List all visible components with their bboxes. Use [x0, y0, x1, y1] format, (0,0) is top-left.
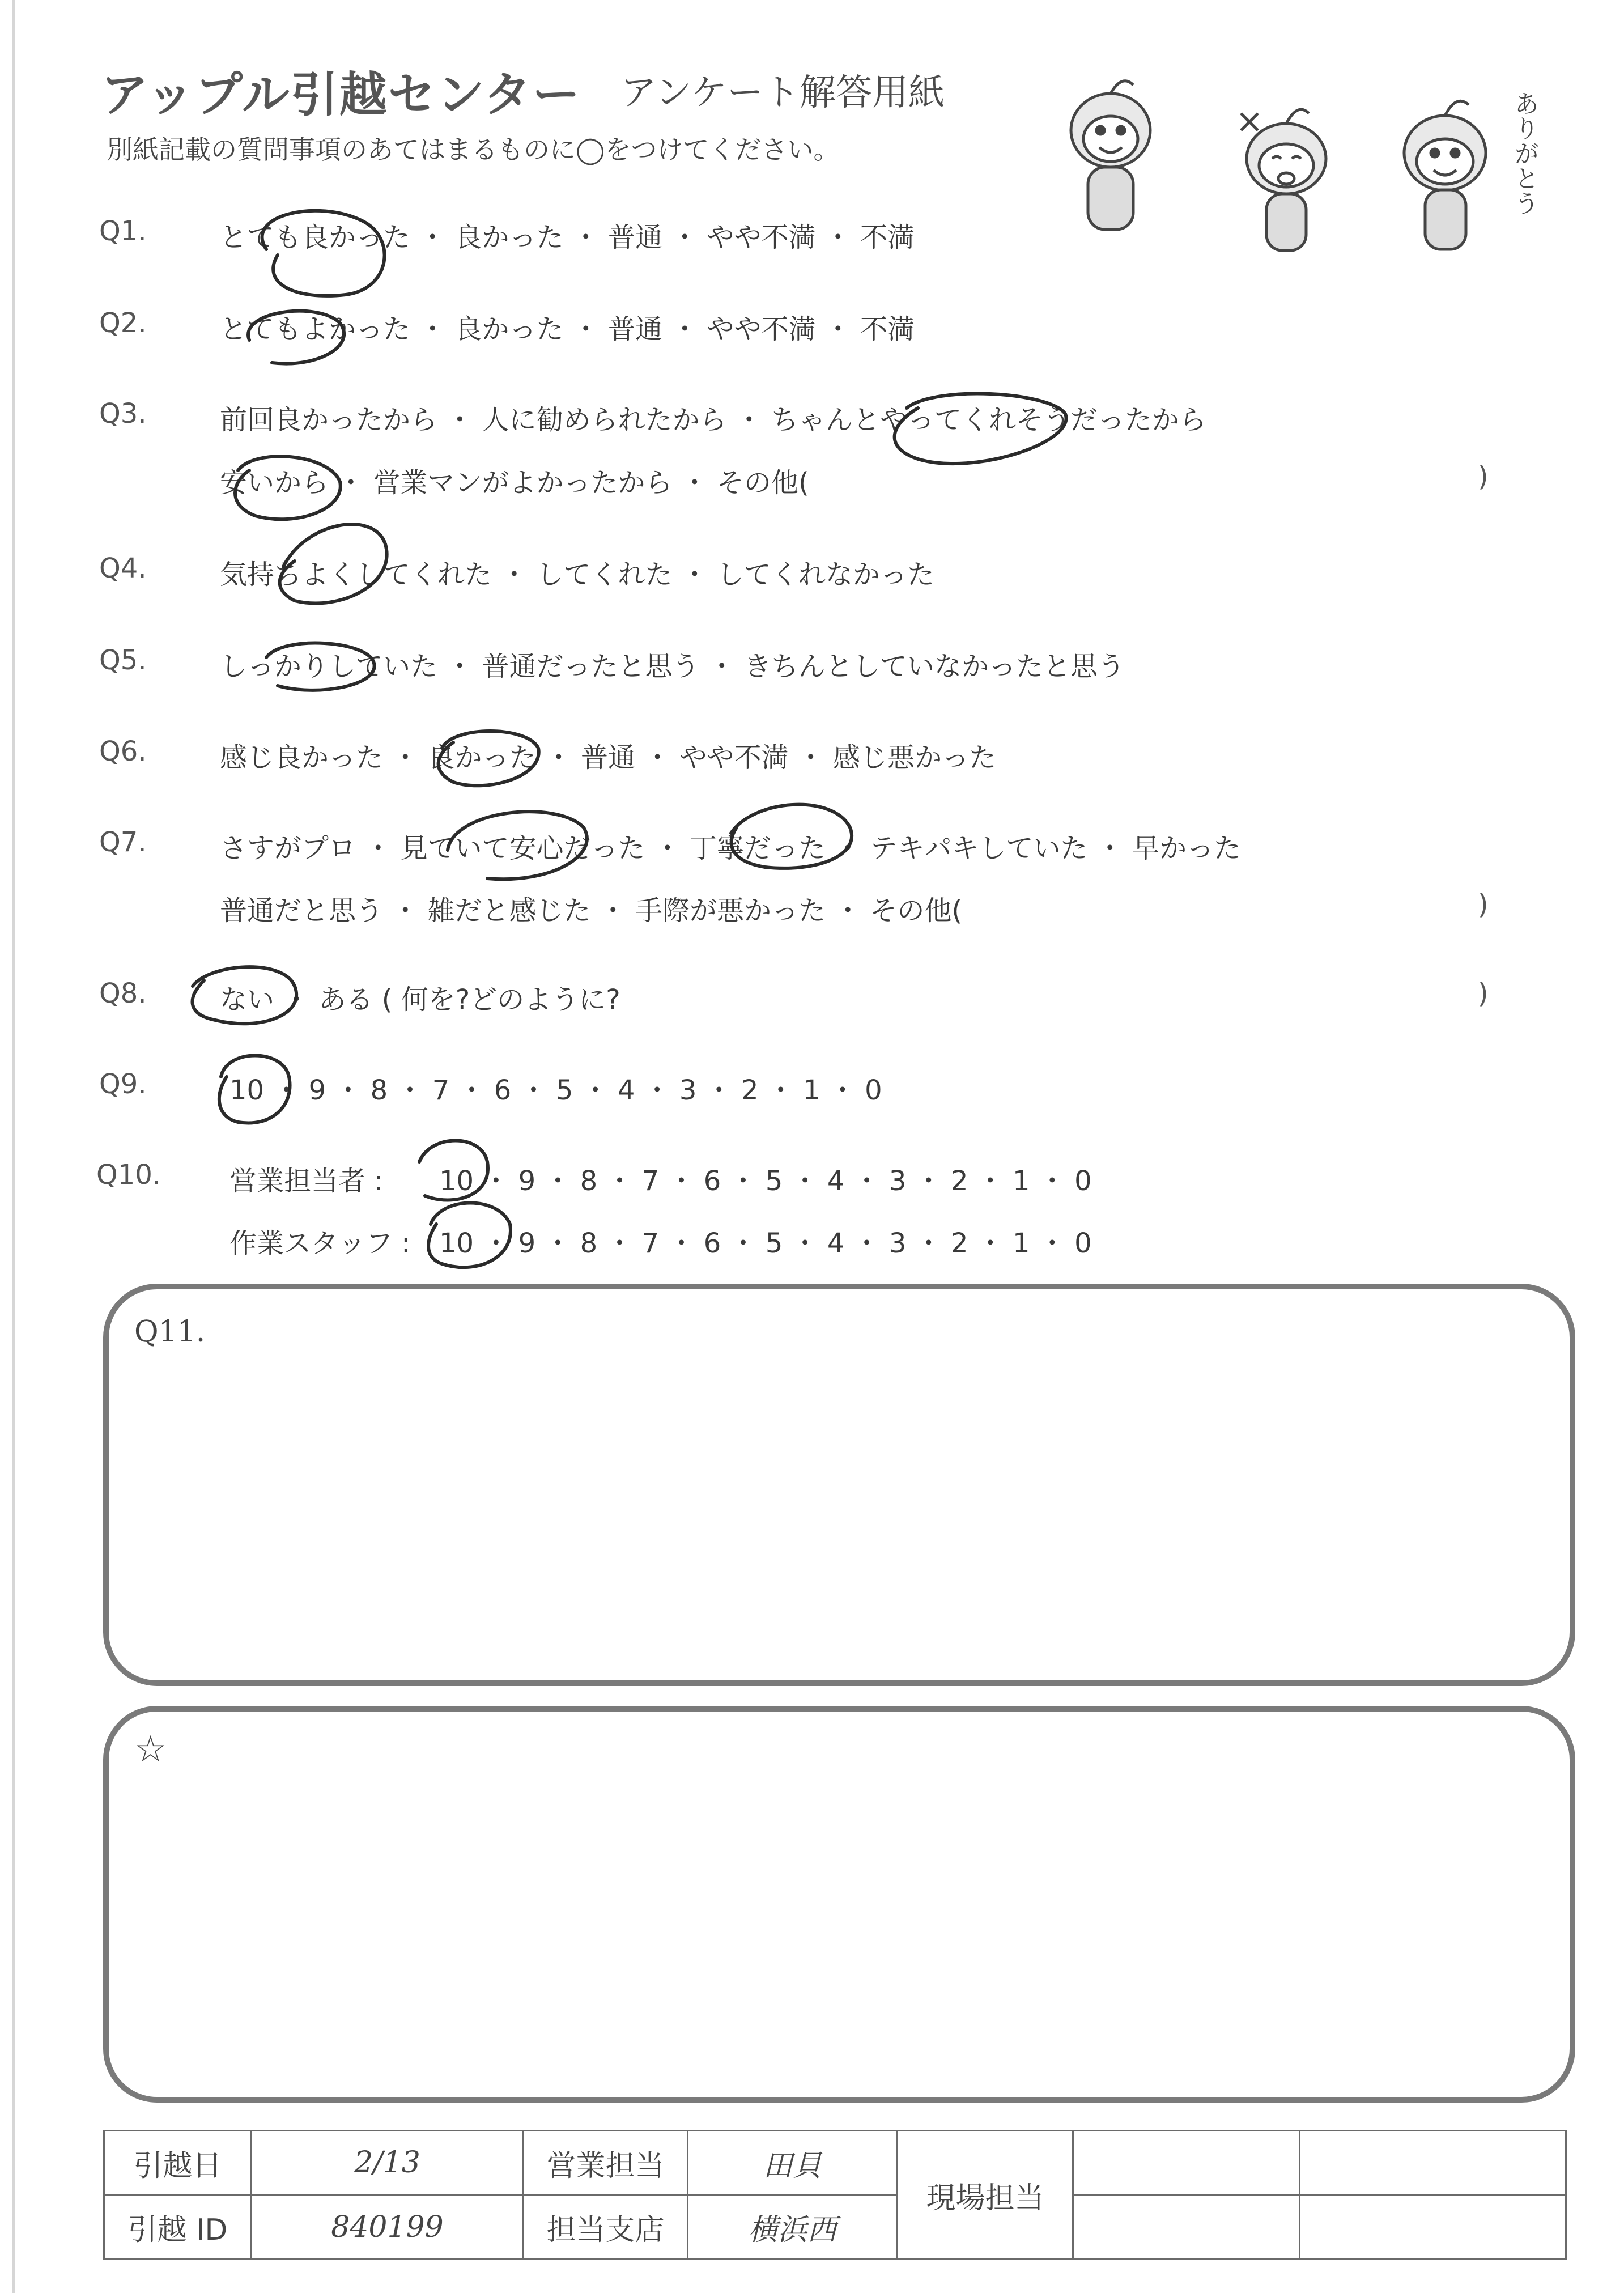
monkey-mascot-right: [1404, 101, 1486, 249]
branch-label: 担当支店: [524, 2195, 688, 2260]
q11-label: Q11.: [134, 1315, 206, 1349]
arigatou-caption: ありがとう: [1510, 91, 1539, 215]
q7-options-line1[interactable]: さすがプロ ・ 見ていて安心だった ・ 丁寧だった ・ テキパキしていた ・ 早かった: [220, 833, 1242, 864]
q9-scale[interactable]: 10 ・ 9 ・ 8 ・ 7 ・ 6 ・ 5 ・ 4 ・ 3 ・ 2 ・ 1 ・ 0: [229, 1075, 882, 1106]
branch-value[interactable]: 横浜西: [688, 2195, 898, 2260]
q3-options-line2[interactable]: 安いから ・ 営業マンがよかったから ・ その他(: [220, 467, 809, 499]
company-title: アップル引越センター: [101, 67, 581, 122]
q8-close-paren: ): [1478, 978, 1489, 1009]
q7-options-line2[interactable]: 普通だと思う ・ 雑だと感じた ・ 手際が悪かった ・ その他(: [220, 895, 963, 927]
footer-info-table: [103, 2130, 1567, 2260]
left-margin-line: [12, 0, 15, 2293]
site-staff-cell-4[interactable]: [1300, 2195, 1566, 2260]
q10-staff-scale[interactable]: 10 ・ 9 ・ 8 ・ 7 ・ 6 ・ 5 ・ 4 ・ 3 ・ 2 ・ 1 ・ 0: [439, 1228, 1092, 1259]
q7-number: Q7.: [99, 826, 147, 858]
q2-options[interactable]: とてもよかった ・ 良かった ・ 普通 ・ やや不満 ・ 不満: [220, 313, 915, 345]
q10-number: Q10.: [96, 1159, 161, 1191]
form-title: アンケート解答用紙: [620, 72, 945, 114]
q4-number: Q4.: [99, 553, 147, 584]
q5-number: Q5.: [99, 644, 147, 676]
move-id-label: 引越 ID: [104, 2195, 252, 2260]
site-staff-cell-1[interactable]: [1073, 2131, 1300, 2196]
monkey-mascots-illustration: [1048, 68, 1558, 261]
q9-number: Q9.: [99, 1068, 147, 1100]
q11-answer-box[interactable]: [103, 1284, 1575, 1686]
star-icon: ☆: [134, 1729, 167, 1770]
q1-options[interactable]: とても良かった ・ 良かった ・ 普通 ・ やや不満 ・ 不満: [220, 222, 915, 253]
site-staff-cell-3[interactable]: [1073, 2195, 1300, 2260]
q10-sales-label: 営業担当者 :: [229, 1165, 384, 1197]
q8-number: Q8.: [99, 978, 147, 1009]
q1-number: Q1.: [99, 215, 147, 247]
q6-options[interactable]: 感じ良かった ・ 良かった ・ 普通 ・ やや不満 ・ 感じ悪かった: [220, 742, 997, 774]
move-date-label: 引越日: [104, 2131, 252, 2196]
q2-number: Q2.: [99, 307, 147, 339]
q3-number: Q3.: [99, 398, 147, 430]
move-date-value[interactable]: 2/13: [252, 2131, 524, 2196]
q10-sales-scale[interactable]: 10 ・ 9 ・ 8 ・ 7 ・ 6 ・ 5 ・ 4 ・ 3 ・ 2 ・ 1 ・ 0: [439, 1165, 1092, 1197]
monkey-mascot-middle: [1241, 109, 1326, 250]
instruction-text: 別紙記載の質問事項のあてはまるものに◯をつけてください。: [107, 134, 840, 165]
sales-rep-label: 営業担当: [524, 2131, 688, 2196]
q7-close-paren: ): [1478, 889, 1489, 920]
site-staff-cell-2[interactable]: [1300, 2131, 1566, 2196]
q3-options-line1[interactable]: 前回良かったから ・ 人に勧められたから ・ ちゃんとやってくれそうだったから: [220, 404, 1207, 436]
q10-staff-label: 作業スタッフ :: [229, 1228, 411, 1259]
site-staff-label: 現場担当: [898, 2131, 1073, 2260]
monkey-mascot-left: [1071, 81, 1150, 230]
q8-options[interactable]: ない ・ ある ( 何を?どのように?: [220, 984, 620, 1016]
move-id-value[interactable]: 840199: [252, 2195, 524, 2260]
comment-box[interactable]: [103, 1706, 1575, 2103]
q3-close-paren: ): [1478, 461, 1489, 492]
q6-number: Q6.: [99, 736, 147, 767]
q4-options[interactable]: 気持ちよくしてくれた ・ してくれた ・ してくれなかった: [220, 559, 935, 591]
q5-options[interactable]: しっかりしていた ・ 普通だったと思う ・ きちんとしていなかったと思う: [220, 651, 1125, 682]
sales-rep-value[interactable]: 田貝: [688, 2131, 898, 2196]
